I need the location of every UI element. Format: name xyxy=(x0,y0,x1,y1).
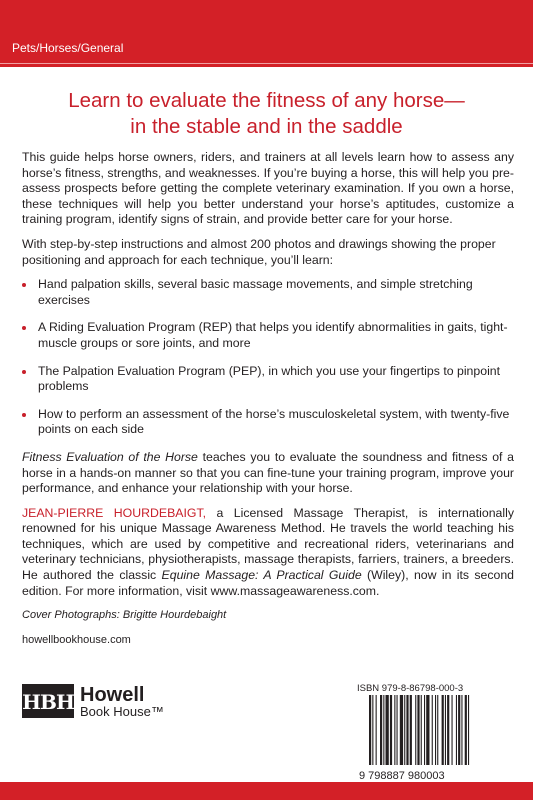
publisher-website: howellbookhouse.com xyxy=(22,633,131,646)
banner-rule xyxy=(0,63,533,64)
barcode-bar xyxy=(426,695,429,765)
barcode-bar xyxy=(376,695,377,765)
back-cover-text xyxy=(22,150,514,657)
author-bio xyxy=(22,506,514,600)
barcode-bar xyxy=(404,695,405,765)
barcode-bar xyxy=(417,695,419,765)
bullet-text: A Riding Evaluation Program (REP) that helps you identify abnormalities in gaits, tight-muscle groups or sore joints, and more xyxy=(38,320,508,350)
barcode-bar xyxy=(383,695,384,765)
barcode-bar xyxy=(369,695,371,765)
barcode-bar xyxy=(432,695,433,765)
bullet-item xyxy=(22,277,514,308)
top-banner xyxy=(0,0,533,67)
bottom-banner xyxy=(0,782,533,800)
bullet-icon xyxy=(22,283,26,287)
headline xyxy=(0,88,533,140)
bullet-item xyxy=(22,320,514,351)
publisher-name-line-1: Howell xyxy=(80,684,145,706)
bullet-icon xyxy=(22,326,26,330)
barcode-bar xyxy=(461,695,462,765)
bullet-text: How to perform an assessment of the horse’s musculoskeletal system, with twenty-five points on each side xyxy=(38,406,510,437)
summary-text: teaches you to evaluate the soundness and fitness of a horse in a hands-on manner so that you can fine-tune your training program, improve your performance, and enhance your relationship with your horse. xyxy=(22,449,514,496)
barcode-bar xyxy=(410,695,412,765)
author-bio-text: a Licensed Massage Therapist, is internationally renowned for his unique Massage Awareness Method. He travels the world teaching his techniques, which are used by competitive and recreational riders, veterinarians and veterinary technicians, physiotherapists, massage therapists, farriers, trainers, a breeders. He authored the classic xyxy=(22,505,515,583)
lead-paragraph: With step-by-step instructions and almost 200 photos and drawings showing the proper positioning and approach for each technique, you’ll learn: xyxy=(22,236,496,267)
bullet-icon xyxy=(22,370,26,374)
barcode-bar xyxy=(452,695,453,765)
hbh-logo-icon xyxy=(22,684,74,718)
author-bio-end: (Wiley), now in its second edition. For more information, visit www.massageawareness.com. xyxy=(22,568,515,598)
barcode-panel xyxy=(353,681,525,782)
book-title: Fitness Evaluation of the Horse xyxy=(22,449,198,464)
barcode-bar xyxy=(445,695,446,765)
barcode-bars xyxy=(369,695,469,765)
bullet-icon xyxy=(22,413,26,417)
barcode-bar xyxy=(394,695,395,765)
bullet-list xyxy=(22,277,514,438)
bullet-text: Hand palpation skills, several basic massage movements, and simple stretching exercises xyxy=(38,277,473,307)
barcode-bar xyxy=(372,695,373,765)
photo-credit-text: Cover Photographs: Brigitte Hourdebaight xyxy=(22,609,227,622)
isbn-label: ISBN 979-8-86798-000-3 xyxy=(357,683,464,694)
barcode-bar xyxy=(442,695,444,765)
summary-paragraph xyxy=(22,450,514,497)
barcode-bar xyxy=(435,695,436,765)
barcode-bar xyxy=(386,695,389,765)
barcode-bar xyxy=(397,695,398,765)
barcode-bar xyxy=(380,695,382,765)
author-name: JEAN-PIERRE HOURDEBAIGT, xyxy=(22,505,207,520)
barcode-bar xyxy=(415,695,416,765)
barcode-bar xyxy=(468,695,469,765)
barcode-bar xyxy=(400,695,403,765)
barcode-icon xyxy=(353,695,525,782)
barcode-bar xyxy=(458,695,460,765)
bullet-item xyxy=(22,364,514,395)
barcode-digits: 9 798887 980003 xyxy=(359,770,445,782)
barcode-bar xyxy=(390,695,392,765)
barcode-bar xyxy=(424,695,425,765)
barcode-bar xyxy=(456,695,457,765)
barcode-bar xyxy=(437,695,438,765)
logo-mark-text: HBH xyxy=(22,690,74,714)
category-label: Pets/Horses/General xyxy=(12,41,124,55)
barcode-bar xyxy=(406,695,408,765)
barcode-bar xyxy=(447,695,449,765)
bullet-text: The Palpation Evaluation Program (PEP), in which you use your fingertips to pinpoint problems xyxy=(38,363,501,394)
publisher-logo xyxy=(22,680,202,726)
headline-line-1: Learn to evaluate the fitness of any horse— xyxy=(68,89,465,112)
publisher-name-line-2: Book House™ xyxy=(80,704,164,719)
other-book-title: Equine Massage: A Practical Guide xyxy=(161,568,362,583)
headline-line-2: in the stable and in the saddle xyxy=(130,115,403,138)
barcode-bar xyxy=(421,695,422,765)
bullet-item xyxy=(22,407,514,438)
intro-paragraph: This guide helps horse owners, riders, and trainers at all levels learn how to assess any horse’s fitness, strengths, and weaknesses. If you’re buying a horse, this will help you pre-assess prospects before getting the complete veterinary examination. If you own a horse, these techniques will help you better understand your horse’s aptitudes, customize a training program, identify signs of strain, and provide better care for your horse. xyxy=(22,150,514,227)
photo-credit xyxy=(22,608,514,624)
barcode-bar xyxy=(465,695,467,765)
